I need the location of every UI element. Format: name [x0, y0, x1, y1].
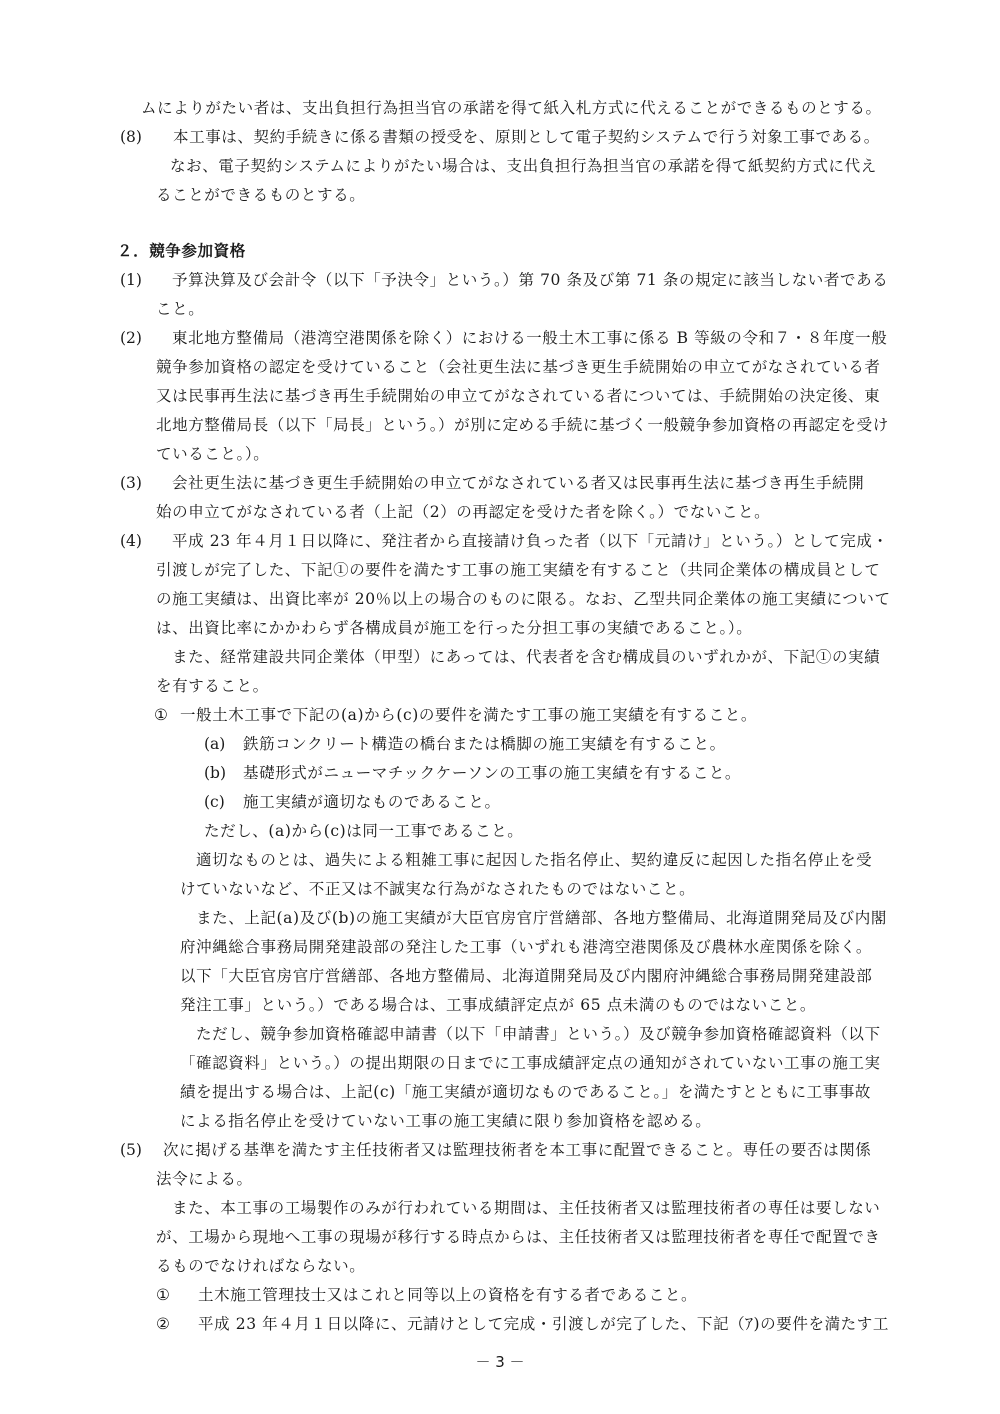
text-line: 適切なものとは、過失による粗雑工事に起因した指名停止、契約違反に起因した指名停止を受 — [196, 851, 873, 869]
text-line: 平成 23 年４月１日以降に、発注者から直接請け負った者（以下「元請け」という。）として完成・ — [172, 532, 889, 550]
text-line: けていないなど、不正又は不誠実な行為がなされたものではないこと。 — [180, 880, 696, 898]
text-line: ることができるものとする。 — [156, 186, 366, 204]
item-marker: (4) — [120, 532, 142, 550]
item-marker: (1) — [120, 271, 142, 289]
text-line: 土木施工管理技士又はこれと同等以上の資格を有する者であること。 — [198, 1286, 698, 1304]
text-line: の施工実績は、出資比率が 20％以上の場合のものに限る。なお、乙型共同企業体の施工実績について — [156, 590, 891, 608]
item-marker: ② — [156, 1315, 170, 1333]
text-line: 発注工事」という。）である場合は、工事成績評定点が 65 点未満のものではないこと。 — [180, 996, 817, 1014]
item-marker: (a) — [204, 735, 226, 753]
item-marker: (c) — [204, 793, 225, 811]
text-line: 「確認資料」という。）の提出期限の日までに工事成績評定点の通知がされていない工事の施工実 — [180, 1054, 881, 1072]
text-line: は、出資比率にかかわらず各構成員が施工を行った分担工事の実績であること。）。 — [156, 619, 753, 637]
text-line: こと。 — [156, 300, 205, 318]
text-line: るものでなければならない。 — [156, 1257, 366, 1275]
text-line: ただし、競争参加資格確認申請書（以下「申請書」という。）及び競争参加資格確認資料（以下 — [196, 1025, 881, 1043]
page-number: － 3 － — [475, 1353, 525, 1371]
text-line: 始の申立てがなされている者（上記（2）の再認定を受けた者を除く。）でないこと。 — [156, 503, 771, 521]
text-line: ムによりがたい者は、支出負担行為担当官の承諾を得て紙入札方式に代えることができるものとする。 — [141, 99, 882, 117]
text-line: 東北地方整備局（港湾空港関係を除く）における一般土木工事に係る B 等級の令和７・８年度一般 — [172, 329, 888, 347]
text-line: 競争参加資格の認定を受けていること（会社更生法に基づき更生手続開始の申立てがなされている者 — [156, 358, 881, 376]
text-line: 予算決算及び会計令（以下「予決令」という。）第 70 条及び第 71 条の規定に該当しない者である — [172, 271, 889, 289]
text-line: ていること。）。 — [156, 445, 270, 463]
item-marker: (5) — [120, 1141, 142, 1159]
section-heading: ２．競争参加資格 — [117, 242, 246, 260]
item-marker: (8) — [120, 128, 142, 146]
text-line: 法令による。 — [156, 1170, 253, 1188]
text-line: 一般土木工事で下記の(a)から(c)の要件を満たす工事の施工実績を有すること。 — [180, 706, 758, 724]
text-line: 本工事は、契約手続きに係る書類の授受を、原則として電子契約システムで行う対象工事である。 — [173, 128, 880, 146]
text-line: による指名停止を受けていない工事の施工実績に限り参加資格を認める。 — [180, 1112, 712, 1130]
item-marker: ① — [156, 1286, 170, 1304]
text-line: を有すること。 — [156, 677, 269, 695]
text-line: 会社更生法に基づき更生手続開始の申立てがなされている者又は民事再生法に基づき再生手続開 — [172, 474, 865, 492]
text-line: 平成 23 年４月１日以降に、元請けとして完成・引渡しが完了した、下記（ｱ)の要件を満たす工 — [198, 1315, 889, 1333]
text-line: また、上記(a)及び(b)の施工実績が大臣官房官庁営繕部、各地方整備局、北海道開発局及び内閣 — [196, 909, 887, 927]
text-line: 北地方整備局長（以下「局長」という。）が別に定める手続に基づく一般競争参加資格の再認定を受け — [156, 416, 889, 434]
item-marker: ① — [154, 706, 168, 724]
text-line: なお、電子契約システムによりがたい場合は、支出負担行為担当官の承諾を得て紙契約方式に代え — [170, 157, 877, 175]
text-line: 施工実績が適切なものであること。 — [243, 793, 501, 811]
text-line: また、経常建設共同企業体（甲型）にあっては、代表者を含む構成員のいずれかが、下記①の実績 — [172, 648, 881, 666]
item-marker: (3) — [120, 474, 142, 492]
text-line: 又は民事再生法に基づき再生手続開始の申立てがなされている者については、手続開始の決定後、東 — [156, 387, 881, 405]
item-marker: (2) — [120, 329, 142, 347]
text-line: 次に掲げる基準を満たす主任技術者又は監理技術者を本工事に配置できること。専任の要否は関係 — [163, 1141, 872, 1159]
text-line: 引渡しが完了した、下記①の要件を満たす工事の施工実績を有すること（共同企業体の構成員として — [156, 561, 881, 579]
item-marker: (b) — [204, 764, 227, 782]
text-line: また、本工事の工場製作のみが行われている期間は、主任技術者又は監理技術者の専任は要しない — [172, 1199, 881, 1217]
text-line: 鉄筋コンクリート構造の橋台または橋脚の施工実績を有すること。 — [243, 735, 726, 753]
text-line: 以下「大臣官房官庁営繕部、各地方整備局、北海道開発局及び内閣府沖縄総合事務局開発建設部 — [180, 967, 873, 985]
text-line: 基礎形式がニューマチックケーソンの工事の施工実績を有すること。 — [243, 764, 742, 782]
text-line: ただし、(a)から(c)は同一工事であること。 — [204, 822, 524, 840]
text-line: 府沖縄総合事務局開発建設部の発注した工事（いずれも港湾空港関係及び農林水産関係を除く。 — [180, 938, 872, 956]
text-line: 績を提出する場合は、上記(c)「施工実績が適切なものであること。」を満たすとともに工事事故 — [180, 1083, 872, 1101]
text-line: が、工場から現地へ工事の現場が移行する時点からは、主任技術者又は監理技術者を専任で配置でき — [156, 1228, 881, 1246]
